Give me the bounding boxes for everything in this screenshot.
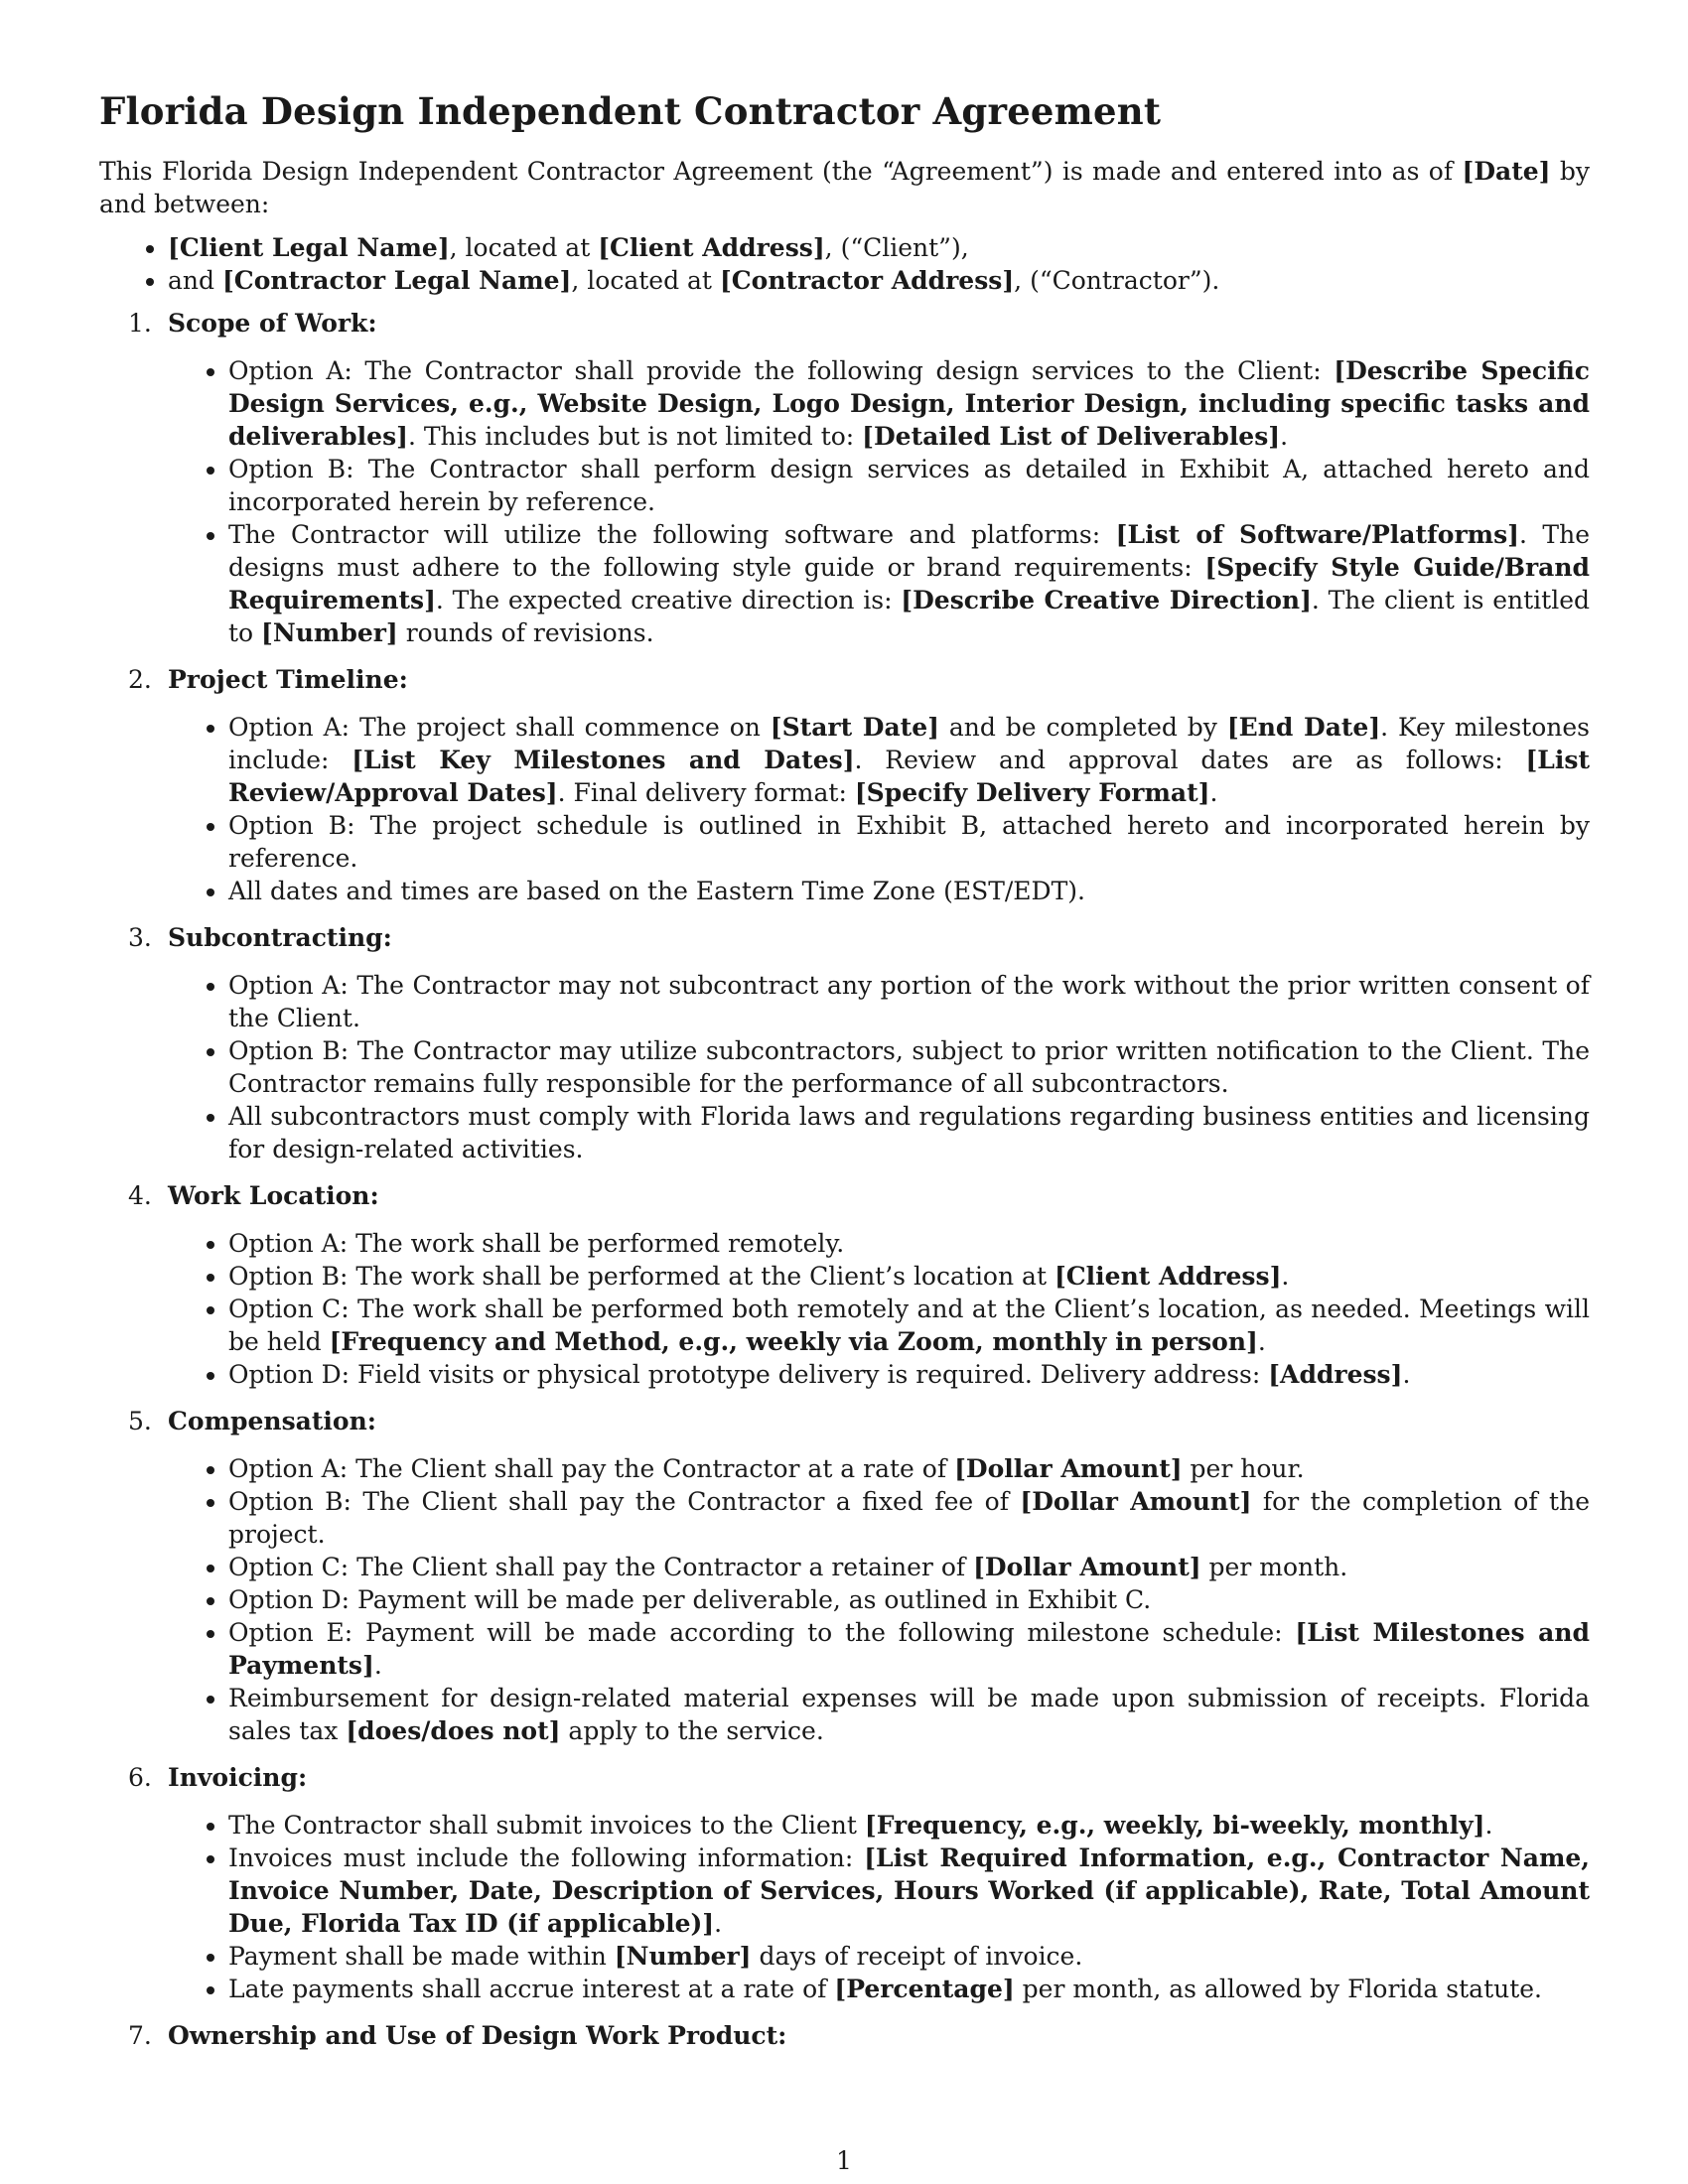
section-number: 1. [128,309,152,338]
section-title: Subcontracting: [168,923,392,952]
clause-text: The Contractor will utilize the following software and platforms: [228,520,1116,549]
placeholder-field: [Describe Specific Design Services, e.g., Website Design, Logo Design, Interior Design, including specific tasks and deliverables] [228,356,1590,451]
placeholder-field: [Describe Creative Direction] [901,586,1312,614]
placeholder-field: [List Key Milestones and Dates] [352,746,855,774]
clause-text: Option B: The Contractor may utilize subcontractors, subject to prior written notification to the Client. The Contractor remains fully responsible for the performance of all subcontractors. [228,1036,1590,1098]
party-text: , located at [571,266,720,295]
sections-list [99,307,1590,2052]
clause-text: and be completed by [938,713,1227,742]
section-title: Ownership and Use of Design Work Product: [168,2021,787,2050]
placeholder-field: [Dollar Amount] [954,1454,1183,1483]
list-item [228,1358,1590,1391]
section [128,1405,1590,1747]
clause-text: Option D: Payment will be made per deliverable, as outlined in Exhibit C. [228,1585,1152,1614]
section-number: 5. [128,1407,152,1435]
list-item [228,1940,1590,1973]
list-item [228,453,1590,518]
list-item [228,1973,1590,2005]
section-items [168,1227,1590,1391]
section-number: 4. [128,1181,152,1210]
clause-text: . Key milestones include: [228,713,1590,774]
list-item [228,1100,1590,1165]
placeholder-field: [Specify Style Guide/Brand Requirements] [228,553,1590,614]
list-item [228,969,1590,1034]
section-items [168,1809,1590,2005]
clause-text: . [373,1651,382,1680]
section-heading [128,1179,1590,1212]
party-client [168,231,1590,264]
list-item [228,1551,1590,1583]
placeholder-field: [does/does not] [346,1716,561,1745]
section [128,2019,1590,2052]
clause-text: Option D: Field visits or physical prototype delivery is required. Delivery address: [228,1360,1269,1389]
list-item [228,1809,1590,1842]
contractor-name-placeholder: [Contractor Legal Name] [221,266,572,295]
clause-text: rounds of revisions. [397,618,654,647]
placeholder-field: [Number] [614,1942,752,1971]
placeholder-field: [Percentage] [834,1975,1015,2003]
clause-text: All dates and times are based on the Eastern Time Zone (EST/EDT). [228,877,1085,905]
placeholder-field: [List Review/Approval Dates] [228,746,1590,807]
party-text: and [168,266,222,295]
section-title: Work Location: [168,1181,379,1210]
clause-text: . The client is entitled to [228,586,1590,647]
party-text: , (“Client”), [824,233,969,262]
clause-text: Invoices must include the following information: [228,1843,865,1872]
section-title: Compensation: [168,1407,376,1435]
clause-text: per hour. [1182,1454,1305,1483]
clause-text: . [714,1909,723,1938]
clause-text: Option A: The work shall be performed remotely. [228,1229,845,1258]
section-items [168,354,1590,649]
list-item [228,1293,1590,1358]
clause-text: Late payments shall accrue interest at a rate of [228,1975,835,2003]
placeholder-field: [List Required Information, e.g., Contractor Name, Invoice Number, Date, Description of Services, Hours Worked (if applicable), Rate, Total Amount Due, Florida Tax ID (if applicable)] [228,1843,1590,1938]
contractor-address-placeholder: [Contractor Address] [719,266,1015,295]
list-item [228,1452,1590,1485]
list-item [228,1034,1590,1100]
clause-text: Option E: Payment will be made according to the following milestone schedule: [228,1618,1296,1647]
list-item [228,1682,1590,1747]
placeholder-field: [Specify Delivery Format] [854,778,1210,807]
clause-text: . [1257,1327,1266,1356]
section-heading [128,1761,1590,1794]
clause-text: per month. [1200,1553,1348,1581]
placeholder-field: [List of Software/Platforms] [1115,520,1520,549]
clause-text: All subcontractors must comply with Florida laws and regulations regarding business entities and licensing for design-related activities. [228,1102,1590,1163]
clause-text: . Review and approval dates are as follows: [854,746,1526,774]
section [128,1179,1590,1391]
section-heading [128,663,1590,696]
list-item [228,809,1590,875]
clause-text: per month, as allowed by Florida statute. [1014,1975,1543,2003]
list-item [228,875,1590,907]
party-contractor [168,264,1590,297]
clause-text: . [1484,1811,1493,1840]
section-number: 7. [128,2021,152,2050]
page-number: 1 [836,2146,852,2175]
clause-text: . [1281,1262,1290,1291]
clause-text: . The designs must adhere to the following style guide or brand requirements: [228,520,1590,582]
section-heading [128,1405,1590,1437]
placeholder-field: [Dollar Amount] [1020,1487,1252,1516]
clause-text: Option B: The Contractor shall perform design services as detailed in Exhibit A, attached hereto and incorporated herein by reference. [228,455,1590,516]
section-title: Scope of Work: [168,309,377,338]
party-text: , located at [449,233,599,262]
section-items [168,969,1590,1165]
clause-text: for the completion of the project. [228,1487,1590,1549]
list-item [228,1842,1590,1940]
placeholder-field: [Address] [1268,1360,1403,1389]
placeholder-field: [Frequency, e.g., weekly, bi-weekly, monthly] [864,1811,1485,1840]
clause-text: Option C: The Client shall pay the Contractor a retainer of [228,1553,974,1581]
clause-text: days of receipt of invoice. [751,1942,1083,1971]
list-item [228,354,1590,453]
list-item [228,1583,1590,1616]
list-item [228,1227,1590,1260]
clause-text: . [1209,778,1218,807]
section [128,1761,1590,2005]
client-name-placeholder: [Client Legal Name] [168,233,450,262]
clause-text: Option B: The Client shall pay the Contractor a fixed fee of [228,1487,1021,1516]
clause-text: Reimbursement for design-related material expenses will be made upon submission of receipts. Florida sales tax [228,1684,1590,1745]
clause-text: Option A: The Client shall pay the Contractor at a rate of [228,1454,955,1483]
document-title: Florida Design Independent Contractor Agreement [99,89,1162,133]
clause-text: Option A: The Contractor shall provide the following design services to the Client: [228,356,1335,385]
section-heading [128,307,1590,340]
section-number: 2. [128,665,152,694]
intro-text-end: by and between: [99,157,1590,218]
section-heading [128,2019,1590,2052]
clause-text: Option A: The project shall commence on [228,713,771,742]
parties-list [99,231,1590,297]
list-item [228,711,1590,809]
clause-text: . The expected creative direction is: [435,586,902,614]
date-placeholder: [Date] [1462,157,1551,186]
intro-paragraph [99,155,1590,220]
clause-text: Option C: The work shall be performed both remotely and at the Client’s location, as needed. Meetings will be held [228,1295,1590,1356]
section-title: Project Timeline: [168,665,408,694]
clause-text: Option A: The Contractor may not subcontract any portion of the work without the prior written consent of the Client. [228,971,1590,1032]
placeholder-field: [End Date] [1226,713,1381,742]
placeholder-field: [Start Date] [770,713,939,742]
placeholder-field: [Frequency and Method, e.g., weekly via Zoom, monthly in person] [329,1327,1258,1356]
clause-text: Option B: The project schedule is outlined in Exhibit B, attached hereto and incorporated herein by reference. [228,811,1590,873]
intro-text: This Florida Design Independent Contractor Agreement (the “Agreement”) is made and entered into as of [99,157,1463,186]
section-items [168,711,1590,907]
clause-text: Payment shall be made within [228,1942,615,1971]
clause-text: . [1402,1360,1411,1389]
placeholder-field: [Number] [261,618,398,647]
placeholder-field: [Dollar Amount] [973,1553,1201,1581]
clause-text: . This includes but is not limited to: [407,422,863,451]
placeholder-field: [Client Address] [1054,1262,1282,1291]
list-item [228,1260,1590,1293]
client-address-placeholder: [Client Address] [598,233,825,262]
list-item [228,1485,1590,1551]
clause-text: Option B: The work shall be performed at the Client’s location at [228,1262,1055,1291]
placeholder-field: [Detailed List of Deliverables] [862,422,1281,451]
clause-text: The Contractor shall submit invoices to the Client [228,1811,865,1840]
section-heading [128,921,1590,954]
clause-text: . [1280,422,1289,451]
list-item [228,518,1590,649]
section-title: Invoicing: [168,1763,308,1792]
section [128,307,1590,649]
clause-text: apply to the service. [560,1716,824,1745]
section-number: 6. [128,1763,152,1792]
section-items [168,1452,1590,1747]
section [128,921,1590,1165]
party-text: , (“Contractor”). [1014,266,1220,295]
section-number: 3. [128,923,152,952]
clause-text: . Final delivery format: [557,778,855,807]
placeholder-field: [List Milestones and Payments] [228,1618,1590,1680]
list-item [228,1616,1590,1682]
section [128,663,1590,907]
